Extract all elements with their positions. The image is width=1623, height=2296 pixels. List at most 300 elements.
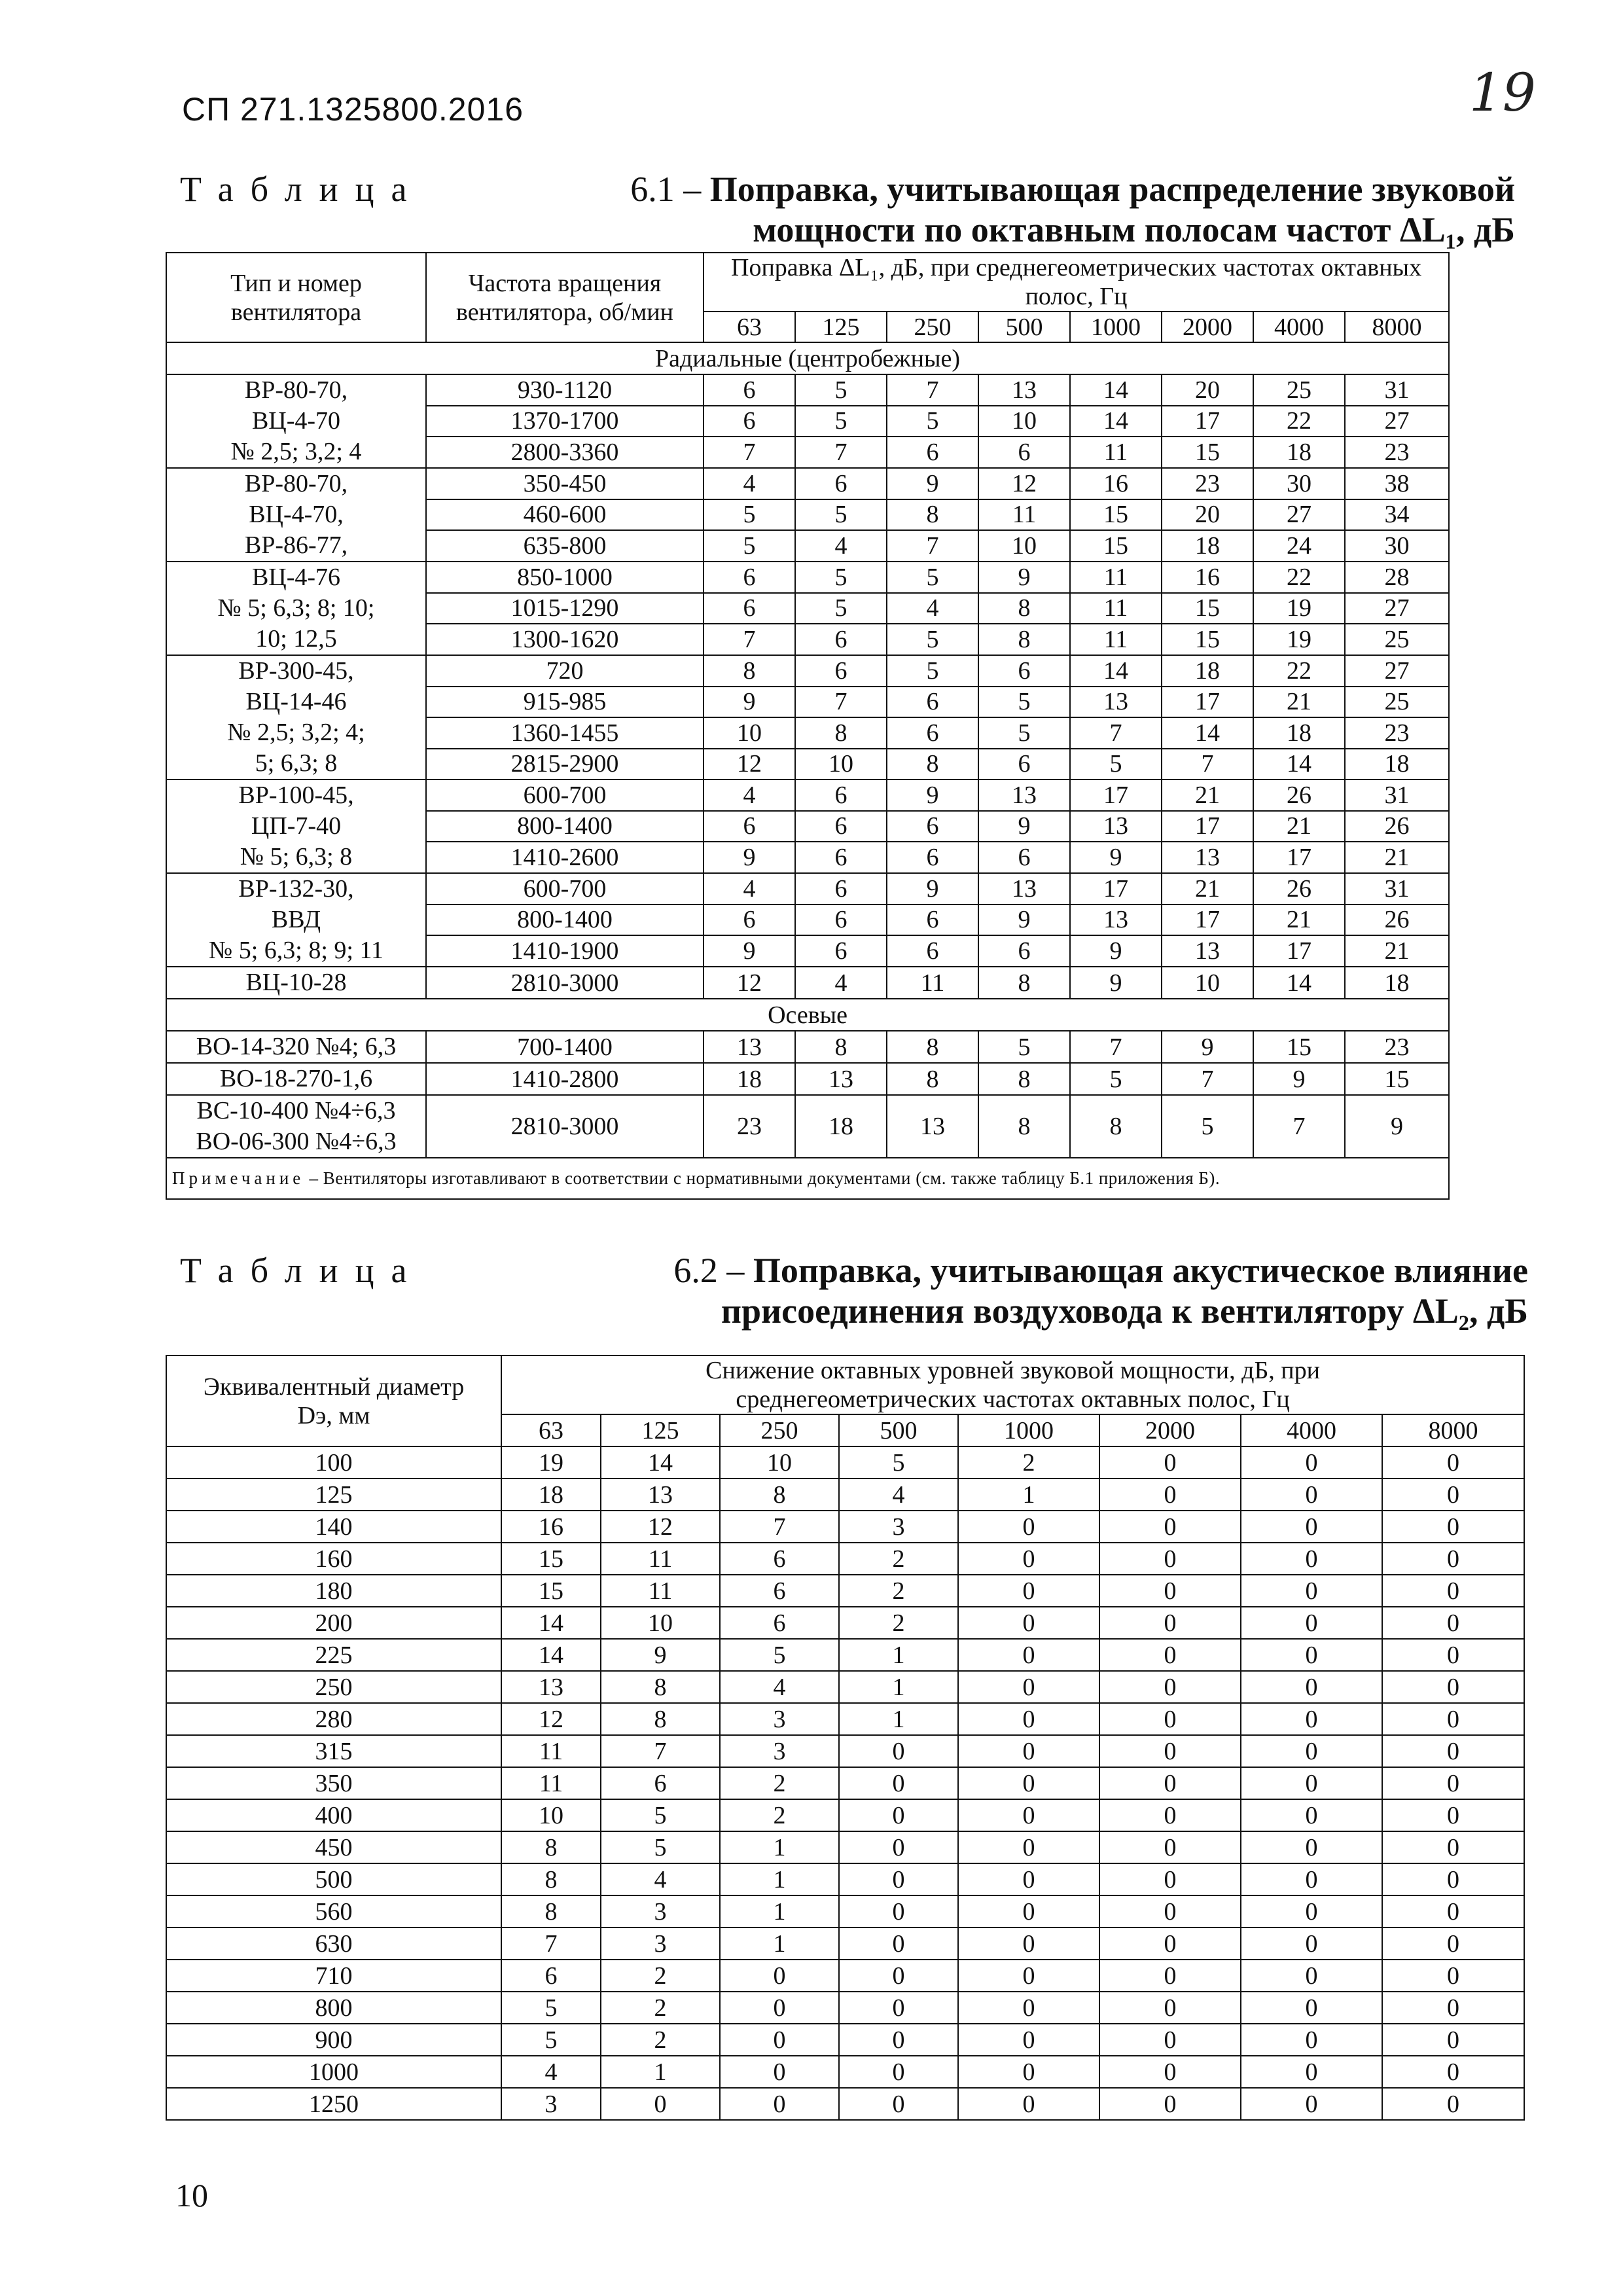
table1-value: 6 — [704, 811, 795, 842]
table1-value: 27 — [1253, 499, 1345, 531]
table1-section-label: Осевые — [166, 999, 1449, 1031]
table2-value: 0 — [1241, 2088, 1382, 2120]
table1-title — [494, 169, 1515, 250]
table1-value: 11 — [1070, 624, 1162, 655]
table2-value: 0 — [1099, 1960, 1241, 1992]
table2-value: 0 — [1241, 1639, 1382, 1671]
table1-frequency-header: 1000 — [1070, 312, 1162, 342]
table2-value: 0 — [1382, 1446, 1524, 1479]
table1-value: 27 — [1345, 406, 1449, 437]
table2-title-line2: присоединения воздуховода к вентилятору ΔL₂, дБ — [721, 1291, 1528, 1331]
table2-diameter: 225 — [166, 1639, 501, 1671]
table1-value: 12 — [978, 468, 1070, 499]
table2-row — [166, 1992, 1524, 2024]
table1-value: 11 — [1070, 562, 1162, 593]
table1-value: 21 — [1345, 935, 1449, 967]
table1-value: 5 — [795, 499, 887, 531]
table1-fan-type — [166, 967, 426, 999]
table1-value: 15 — [1070, 499, 1162, 531]
table2-value: 5 — [601, 1831, 720, 1863]
table2-diameter: 315 — [166, 1735, 501, 1767]
table2-value: 0 — [1382, 1511, 1524, 1543]
table2-value: 0 — [1241, 1479, 1382, 1511]
table1-frequency-header: 4000 — [1253, 312, 1345, 342]
table2-row — [166, 1446, 1524, 1479]
table1-value: 21 — [1162, 873, 1253, 905]
table2-value: 0 — [839, 1831, 958, 1863]
table1-value: 17 — [1070, 873, 1162, 905]
table1-value: 28 — [1345, 562, 1449, 593]
table2-value: 13 — [601, 1479, 720, 1511]
table1-value: 7 — [887, 530, 978, 562]
table1-fan-type — [166, 780, 426, 873]
table2-value: 2 — [958, 1446, 1099, 1479]
table2-value: 7 — [720, 1511, 839, 1543]
table2-value: 0 — [1382, 1928, 1524, 1960]
table1-section-row — [166, 999, 1449, 1031]
table2-value: 0 — [1099, 1671, 1241, 1703]
table2-diameter: 280 — [166, 1703, 501, 1735]
table2-value: 0 — [1241, 1767, 1382, 1799]
table2-value: 0 — [958, 1928, 1099, 1960]
table2-frequency-header: 250 — [720, 1414, 839, 1446]
table2-value: 0 — [1241, 1543, 1382, 1575]
table1-value: 15 — [1070, 530, 1162, 562]
table1-value: 18 — [1345, 967, 1449, 999]
table1-value: 6 — [795, 468, 887, 499]
table2-value: 0 — [839, 1767, 958, 1799]
table1-fan-line: ВР-132-30, — [238, 875, 354, 903]
table2-diameter: 450 — [166, 1831, 501, 1863]
table1-speed: 1300-1620 — [426, 624, 704, 655]
table1-value: 9 — [704, 935, 795, 967]
table2-value: 2 — [601, 2024, 720, 2056]
table2-value: 5 — [839, 1446, 958, 1479]
table2-value: 0 — [1382, 1479, 1524, 1511]
table1-value: 6 — [887, 905, 978, 936]
table1-row — [166, 1063, 1449, 1095]
table1-fan-type — [166, 873, 426, 967]
table1-value: 6 — [704, 562, 795, 593]
table1-value: 10 — [978, 530, 1070, 562]
table2-value: 0 — [1099, 2056, 1241, 2088]
table1-speed: 600-700 — [426, 873, 704, 905]
table2-value: 1 — [720, 1863, 839, 1895]
table2-diameter: 200 — [166, 1607, 501, 1639]
table1-speed: 915-985 — [426, 687, 704, 718]
table1-value: 8 — [978, 1063, 1070, 1095]
table1-value: 9 — [978, 811, 1070, 842]
table1-value: 5 — [978, 717, 1070, 749]
table2-value: 2 — [839, 1607, 958, 1639]
table1-speed: 800-1400 — [426, 905, 704, 936]
table2-value: 0 — [839, 1928, 958, 1960]
table1-value: 18 — [1162, 530, 1253, 562]
table1-value: 5 — [795, 374, 887, 406]
table2-value: 0 — [1241, 1735, 1382, 1767]
table1-fan-type — [166, 1063, 426, 1095]
table2-value: 0 — [1382, 1607, 1524, 1639]
table1-value: 6 — [978, 749, 1070, 780]
table1-header-fan: Тип и номер вентилятора — [166, 253, 426, 342]
table1-value: 13 — [978, 873, 1070, 905]
table2-value: 4 — [501, 2056, 601, 2088]
table2-frequency-header: 63 — [501, 1414, 601, 1446]
table1-value: 17 — [1162, 406, 1253, 437]
table1-value: 23 — [1345, 717, 1449, 749]
table1-value: 20 — [1162, 374, 1253, 406]
table1-fan-line: ВО-06-300 №4÷6,3 — [196, 1128, 397, 1155]
table1-value: 6 — [795, 935, 887, 967]
table2-value: 0 — [1382, 1895, 1524, 1928]
table1-value: 17 — [1162, 687, 1253, 718]
table2-value: 1 — [958, 1479, 1099, 1511]
table2-value: 3 — [601, 1895, 720, 1928]
table1-value: 26 — [1253, 780, 1345, 811]
table1-speed: 1410-2800 — [426, 1063, 704, 1095]
table1-value: 11 — [1070, 437, 1162, 468]
table1-value: 21 — [1162, 780, 1253, 811]
table2-value: 0 — [958, 1735, 1099, 1767]
table1-value: 6 — [978, 655, 1070, 687]
table1-value: 24 — [1253, 530, 1345, 562]
table1-value: 31 — [1345, 873, 1449, 905]
table1-value: 9 — [704, 842, 795, 873]
table1-value: 4 — [887, 593, 978, 624]
table1-value: 9 — [887, 873, 978, 905]
table2-value: 0 — [958, 1703, 1099, 1735]
table1-value: 16 — [1070, 468, 1162, 499]
table2-value: 3 — [501, 2088, 601, 2120]
table1-value: 13 — [1070, 687, 1162, 718]
table1-fan-line: № 5; 6,3; 8; 9; 11 — [208, 937, 384, 964]
table1-value: 13 — [1162, 842, 1253, 873]
table1-value: 14 — [1070, 406, 1162, 437]
table1-fan-line: ВЦ-4-70 — [251, 407, 341, 435]
table2-value: 0 — [958, 1831, 1099, 1863]
table1-speed: 1370-1700 — [426, 406, 704, 437]
table2-value: 0 — [1099, 1446, 1241, 1479]
table1-fan-line: 10; 12,5 — [255, 625, 337, 653]
table2-value: 0 — [839, 1960, 958, 1992]
table2-value: 0 — [1241, 2024, 1382, 2056]
table2-header-diameter: Эквивалентный диаметр Dэ, мм — [166, 1355, 501, 1446]
table2-value: 14 — [501, 1639, 601, 1671]
table1-value: 8 — [978, 967, 1070, 999]
table2-row — [166, 1960, 1524, 1992]
table1-value: 7 — [1162, 749, 1253, 780]
table2-diameter: 125 — [166, 1479, 501, 1511]
table2-diameter: 710 — [166, 1960, 501, 1992]
table2-row — [166, 2088, 1524, 2120]
table2-value: 0 — [1241, 1799, 1382, 1831]
table1-value: 31 — [1345, 780, 1449, 811]
table1-value: 18 — [1162, 655, 1253, 687]
table2-value: 0 — [1382, 1575, 1524, 1607]
table2-value: 1 — [839, 1703, 958, 1735]
table1-value: 5 — [978, 1031, 1070, 1063]
table1-value: 17 — [1162, 811, 1253, 842]
table1-row — [166, 655, 1449, 687]
table2-value: 4 — [601, 1863, 720, 1895]
table2-diameter: 900 — [166, 2024, 501, 2056]
table1-value: 18 — [1253, 437, 1345, 468]
table1-value: 22 — [1253, 655, 1345, 687]
table-6-1 — [166, 252, 1450, 1200]
table2-value: 0 — [1382, 1831, 1524, 1863]
table1-section-label: Радиальные (центробежные) — [166, 342, 1449, 374]
table2-value: 0 — [958, 1607, 1099, 1639]
table1-speed: 1410-1900 — [426, 935, 704, 967]
table1-fan-type — [166, 562, 426, 655]
table1-value: 8 — [795, 717, 887, 749]
table2-value: 0 — [720, 2056, 839, 2088]
table2-value: 0 — [1241, 2056, 1382, 2088]
table1-row — [166, 873, 1449, 905]
table2-title-line1: Поправка, учитывающая акустическое влияние — [753, 1251, 1528, 1290]
table2-value: 0 — [958, 1992, 1099, 2024]
table1-value: 20 — [1162, 499, 1253, 531]
table1-value: 6 — [704, 406, 795, 437]
table1-speed: 635-800 — [426, 530, 704, 562]
table2-value: 0 — [958, 1511, 1099, 1543]
table2-diameter: 500 — [166, 1863, 501, 1895]
table2-value: 0 — [958, 1767, 1099, 1799]
table1-fan-line: № 2,5; 3,2; 4; — [227, 719, 365, 746]
table1-fan-line: ВО-18-270-1,6 — [219, 1065, 373, 1092]
table1-value: 25 — [1253, 374, 1345, 406]
table2-value: 0 — [958, 1543, 1099, 1575]
table2-value: 0 — [1241, 1607, 1382, 1639]
table1-value: 27 — [1345, 593, 1449, 624]
table1-value: 8 — [887, 1063, 978, 1095]
table1-title-line2: мощности по октавным полосам частот ΔL₁, дБ — [753, 210, 1515, 249]
table1-value: 23 — [1162, 468, 1253, 499]
table1-value: 15 — [1162, 437, 1253, 468]
table2-value: 0 — [1241, 1928, 1382, 1960]
table2-diameter: 350 — [166, 1767, 501, 1799]
table1-value: 8 — [887, 499, 978, 531]
table2-value: 3 — [720, 1735, 839, 1767]
table2-value: 0 — [1099, 1928, 1241, 1960]
table2-value: 7 — [501, 1928, 601, 1960]
table1-row — [166, 374, 1449, 406]
table1-value: 9 — [1253, 1063, 1345, 1095]
table1-value: 6 — [887, 717, 978, 749]
table1-value: 11 — [887, 967, 978, 999]
table2-value: 0 — [1382, 1639, 1524, 1671]
table1-value: 23 — [704, 1095, 795, 1158]
table1-value: 13 — [704, 1031, 795, 1063]
table2-value: 0 — [1099, 1735, 1241, 1767]
table1-value: 14 — [1162, 717, 1253, 749]
table1-value: 15 — [1253, 1031, 1345, 1063]
table1-value: 5 — [978, 687, 1070, 718]
table2-diameter: 1000 — [166, 2056, 501, 2088]
table1-value: 10 — [978, 406, 1070, 437]
table1-value: 6 — [978, 842, 1070, 873]
table2-value: 8 — [601, 1703, 720, 1735]
table1-value: 18 — [704, 1063, 795, 1095]
table2-value: 2 — [839, 1575, 958, 1607]
table1-speed: 600-700 — [426, 780, 704, 811]
table1-fan-line: ВЦ-14-46 — [245, 688, 347, 715]
table1-value: 21 — [1253, 811, 1345, 842]
table1-value: 15 — [1345, 1063, 1449, 1095]
table1-frequency-header: 125 — [795, 312, 887, 342]
table1-value: 22 — [1253, 562, 1345, 593]
table1-value: 6 — [704, 905, 795, 936]
table1-value: 31 — [1345, 374, 1449, 406]
table1-value: 6 — [704, 593, 795, 624]
table2-value: 1 — [720, 1831, 839, 1863]
table2-row — [166, 2056, 1524, 2088]
table1-fan-line: ЦП-7-40 — [251, 812, 342, 840]
table1-value: 38 — [1345, 468, 1449, 499]
table2-row — [166, 1479, 1524, 1511]
table1-fan-line: ВР-300-45, — [238, 657, 354, 685]
table2-value: 0 — [958, 1799, 1099, 1831]
table2-value: 0 — [1099, 1767, 1241, 1799]
table1-value: 23 — [1345, 1031, 1449, 1063]
table1-fan-line: ВР-80-70, — [244, 376, 348, 404]
table2-value: 14 — [501, 1607, 601, 1639]
table1-fan-line: 5; 6,3; 8 — [255, 749, 338, 777]
table2-value: 0 — [1099, 1543, 1241, 1575]
table1-fan-line: ВО-14-320 №4; 6,3 — [196, 1033, 397, 1060]
document-code: СП 271.1325800.2016 — [182, 91, 524, 128]
table2-frequency-header: 2000 — [1099, 1414, 1241, 1446]
table1-row — [166, 1095, 1449, 1158]
table1-speed: 2800-3360 — [426, 437, 704, 468]
table1-fan-line: ВЦ-4-70, — [249, 501, 344, 528]
table2-value: 0 — [958, 2024, 1099, 2056]
table2-value: 0 — [1382, 1767, 1524, 1799]
table1-row — [166, 562, 1449, 593]
table2-value: 19 — [501, 1446, 601, 1479]
table1-value: 8 — [887, 1031, 978, 1063]
table1-header-correction: Поправка ΔL₁, дБ, при среднегеометрических частотах октавных полос, Гц — [704, 253, 1449, 312]
table2-value: 0 — [1382, 1671, 1524, 1703]
table1-value: 6 — [795, 780, 887, 811]
table1-speed: 1360-1455 — [426, 717, 704, 749]
table1-value: 7 — [1162, 1063, 1253, 1095]
table1-value: 6 — [795, 624, 887, 655]
table2-value: 0 — [1241, 1446, 1382, 1479]
table2-value: 15 — [501, 1543, 601, 1575]
table1-note-label: Примечание — [172, 1168, 305, 1188]
table2-value: 2 — [601, 1992, 720, 2024]
table2-value: 0 — [1241, 1703, 1382, 1735]
table1-fan-line: ВР-80-70, — [244, 470, 348, 497]
table2-value: 10 — [501, 1799, 601, 1831]
table1-value: 26 — [1345, 905, 1449, 936]
table1-value: 5 — [704, 499, 795, 531]
table1-value: 9 — [1162, 1031, 1253, 1063]
table1-fan-line: ВЦ-4-76 — [251, 564, 341, 591]
table2-header-reduction: Снижение октавных уровней звуковой мощности, дБ, при среднегеометрических частотах октавных полос, Гц — [501, 1355, 1524, 1414]
table1-value: 12 — [704, 967, 795, 999]
table2-row — [166, 1607, 1524, 1639]
table2-value: 0 — [1099, 1639, 1241, 1671]
table1-value: 9 — [1070, 935, 1162, 967]
table2-value: 0 — [1241, 1895, 1382, 1928]
table2-row — [166, 1575, 1524, 1607]
table2-value: 6 — [601, 1767, 720, 1799]
table2-value: 11 — [501, 1767, 601, 1799]
table1-value: 7 — [887, 374, 978, 406]
table1-value: 9 — [887, 780, 978, 811]
table2-value: 0 — [1099, 1511, 1241, 1543]
table1-frequency-header: 250 — [887, 312, 978, 342]
table1-frequency-header: 8000 — [1345, 312, 1449, 342]
table1-speed: 1410-2600 — [426, 842, 704, 873]
table2-value: 0 — [1099, 2024, 1241, 2056]
table2-value: 0 — [1382, 1543, 1524, 1575]
table2-value: 0 — [1099, 1992, 1241, 2024]
table2-row — [166, 1799, 1524, 1831]
table1-value: 9 — [978, 562, 1070, 593]
table1-fan-type — [166, 655, 426, 780]
table2-value: 0 — [1241, 1575, 1382, 1607]
table1-value: 18 — [1345, 749, 1449, 780]
table2-frequency-header: 500 — [839, 1414, 958, 1446]
table1-value: 13 — [1070, 905, 1162, 936]
table2-value: 8 — [720, 1479, 839, 1511]
table1-value: 14 — [1253, 749, 1345, 780]
table1-value: 6 — [978, 437, 1070, 468]
table1-value: 7 — [1070, 717, 1162, 749]
table2-value: 0 — [720, 2088, 839, 2120]
page-number: 10 — [175, 2177, 208, 2214]
table1-value: 8 — [1070, 1095, 1162, 1158]
table1-number: 6.1 – — [630, 170, 702, 209]
table2-value: 0 — [1099, 1831, 1241, 1863]
table2-value: 1 — [720, 1928, 839, 1960]
table1-value: 5 — [887, 562, 978, 593]
table1-value: 8 — [704, 655, 795, 687]
table1-fan-line: № 5; 6,3; 8 — [240, 843, 353, 870]
table1-value: 7 — [1253, 1095, 1345, 1158]
table1-value: 7 — [704, 624, 795, 655]
table2-value: 18 — [501, 1479, 601, 1511]
table1-value: 4 — [704, 873, 795, 905]
table2-value: 12 — [501, 1703, 601, 1735]
table2-value: 0 — [1382, 1735, 1524, 1767]
table2-diameter: 800 — [166, 1992, 501, 2024]
table1-value: 6 — [887, 935, 978, 967]
table1-row — [166, 967, 1449, 999]
table1-value: 8 — [887, 749, 978, 780]
table-6-2 — [166, 1355, 1525, 2121]
table1-value: 7 — [704, 437, 795, 468]
table2-value: 7 — [601, 1735, 720, 1767]
table2-value: 0 — [1241, 1863, 1382, 1895]
table2-value: 0 — [958, 2088, 1099, 2120]
table2-number: 6.2 – — [673, 1251, 745, 1290]
table2-label: Таблица — [180, 1251, 424, 1290]
table1-value: 14 — [1070, 374, 1162, 406]
table1-value: 18 — [1253, 717, 1345, 749]
table1-value: 4 — [795, 967, 887, 999]
table2-value: 0 — [1099, 2088, 1241, 2120]
table1-row — [166, 468, 1449, 499]
table1-value: 7 — [1070, 1031, 1162, 1063]
table1-value: 9 — [978, 905, 1070, 936]
table1-value: 5 — [795, 406, 887, 437]
table2-value: 0 — [958, 1671, 1099, 1703]
table2-value: 0 — [720, 1992, 839, 2024]
